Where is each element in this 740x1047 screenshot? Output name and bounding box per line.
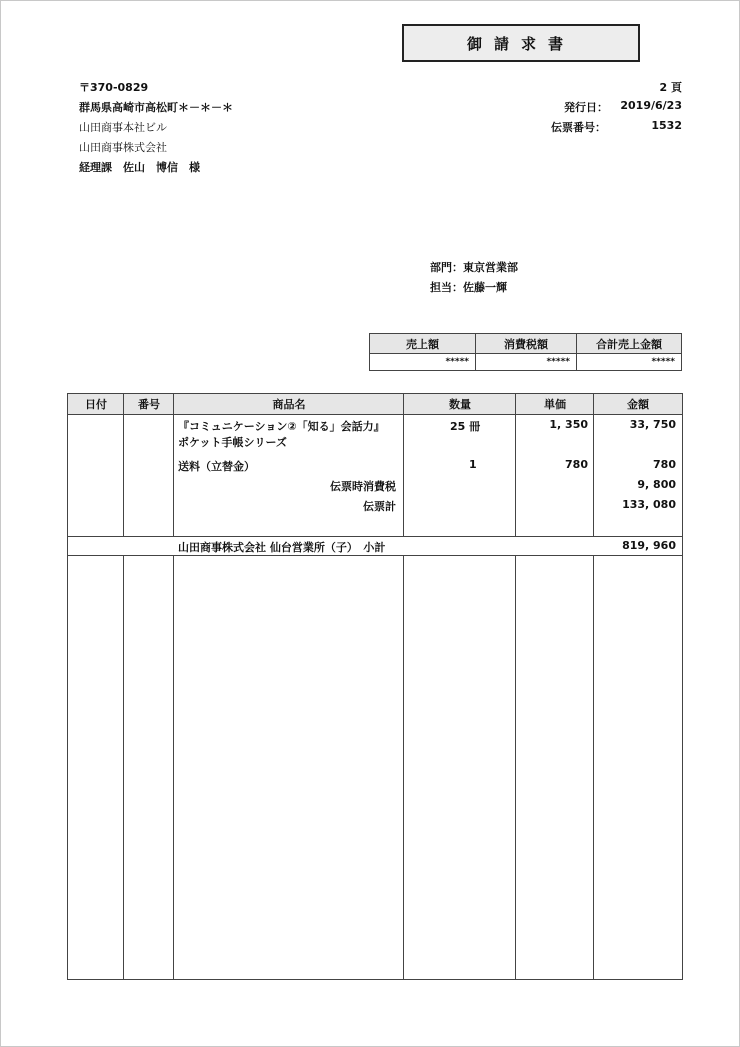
- detail-table: [67, 393, 683, 980]
- slip-number-label: 伝票番号：: [551, 121, 606, 134]
- item-amount: 33, 750: [629, 418, 676, 431]
- subtotal-row: [68, 536, 682, 556]
- summary-value-tax: *****: [476, 354, 577, 370]
- column-divider: [515, 394, 516, 536]
- column-divider: [403, 554, 404, 979]
- summary-value-sales: *****: [370, 354, 476, 370]
- slip-number: 1532: [651, 119, 682, 132]
- item-unit-price: 1, 350: [549, 418, 588, 431]
- item-amount: 780: [653, 458, 676, 471]
- header-item-name: 商品名: [272, 398, 306, 411]
- document-title: 御請求書: [402, 24, 640, 62]
- column-divider: [593, 394, 594, 536]
- recipient-person: 経理課 佐山 博信 様: [79, 161, 200, 174]
- column-divider: [403, 394, 404, 536]
- recipient-company: 山田商事株式会社: [79, 141, 167, 154]
- column-divider: [173, 554, 174, 979]
- slip-total-label: 伝票計: [363, 500, 396, 513]
- subtotal-label: 山田商事株式会社 仙台営業所（子） 小計: [178, 541, 386, 554]
- summary-header-total: 合計売上金額: [577, 334, 681, 354]
- sender-department: 部門：東京営業部: [430, 261, 518, 274]
- column-divider: [123, 554, 124, 979]
- postal-code: 〒370-0829: [79, 81, 149, 94]
- summary-value-total: *****: [651, 357, 675, 367]
- issue-date: 2019/6/23: [620, 99, 682, 112]
- issue-date-label: 発行日：: [564, 101, 608, 114]
- header-amount: 金額: [627, 398, 649, 411]
- header-quantity: 数量: [449, 398, 471, 411]
- column-divider: [173, 394, 174, 536]
- item-name-line1: 送料（立替金）: [178, 460, 255, 473]
- item-quantity: 1: [469, 458, 477, 471]
- item-unit-price: 780: [565, 458, 588, 471]
- table-header-row: [68, 394, 682, 415]
- subtotal-amount: 819, 960: [622, 539, 676, 552]
- summary-header-sales: 売上額: [370, 334, 476, 354]
- sender-staff: 担当：佐藤一輝: [430, 281, 507, 294]
- column-divider: [123, 394, 124, 536]
- item-quantity: 25 冊: [450, 420, 481, 433]
- page-number: 2 頁: [659, 81, 682, 94]
- summary-header-tax: 消費税額: [476, 334, 577, 354]
- slip-total-amount: 133, 080: [622, 498, 676, 511]
- header-unit-price: 単価: [544, 398, 566, 411]
- summary-table: [369, 333, 682, 371]
- header-date: 日付: [85, 398, 107, 411]
- column-divider: [515, 554, 516, 979]
- slip-tax-label: 伝票時消費税: [330, 480, 396, 493]
- column-divider: [593, 554, 594, 979]
- recipient-building: 山田商事本社ビル: [79, 121, 167, 134]
- item-name-line1: 『コミュニケーション②「知る」会話力』: [178, 420, 385, 433]
- slip-tax-amount: 9, 800: [637, 478, 676, 491]
- item-name-line2: ポケット手帳シリーズ: [178, 436, 287, 449]
- recipient-address: 群馬県高崎市高松町＊－＊－＊: [79, 101, 233, 114]
- header-number: 番号: [138, 398, 160, 411]
